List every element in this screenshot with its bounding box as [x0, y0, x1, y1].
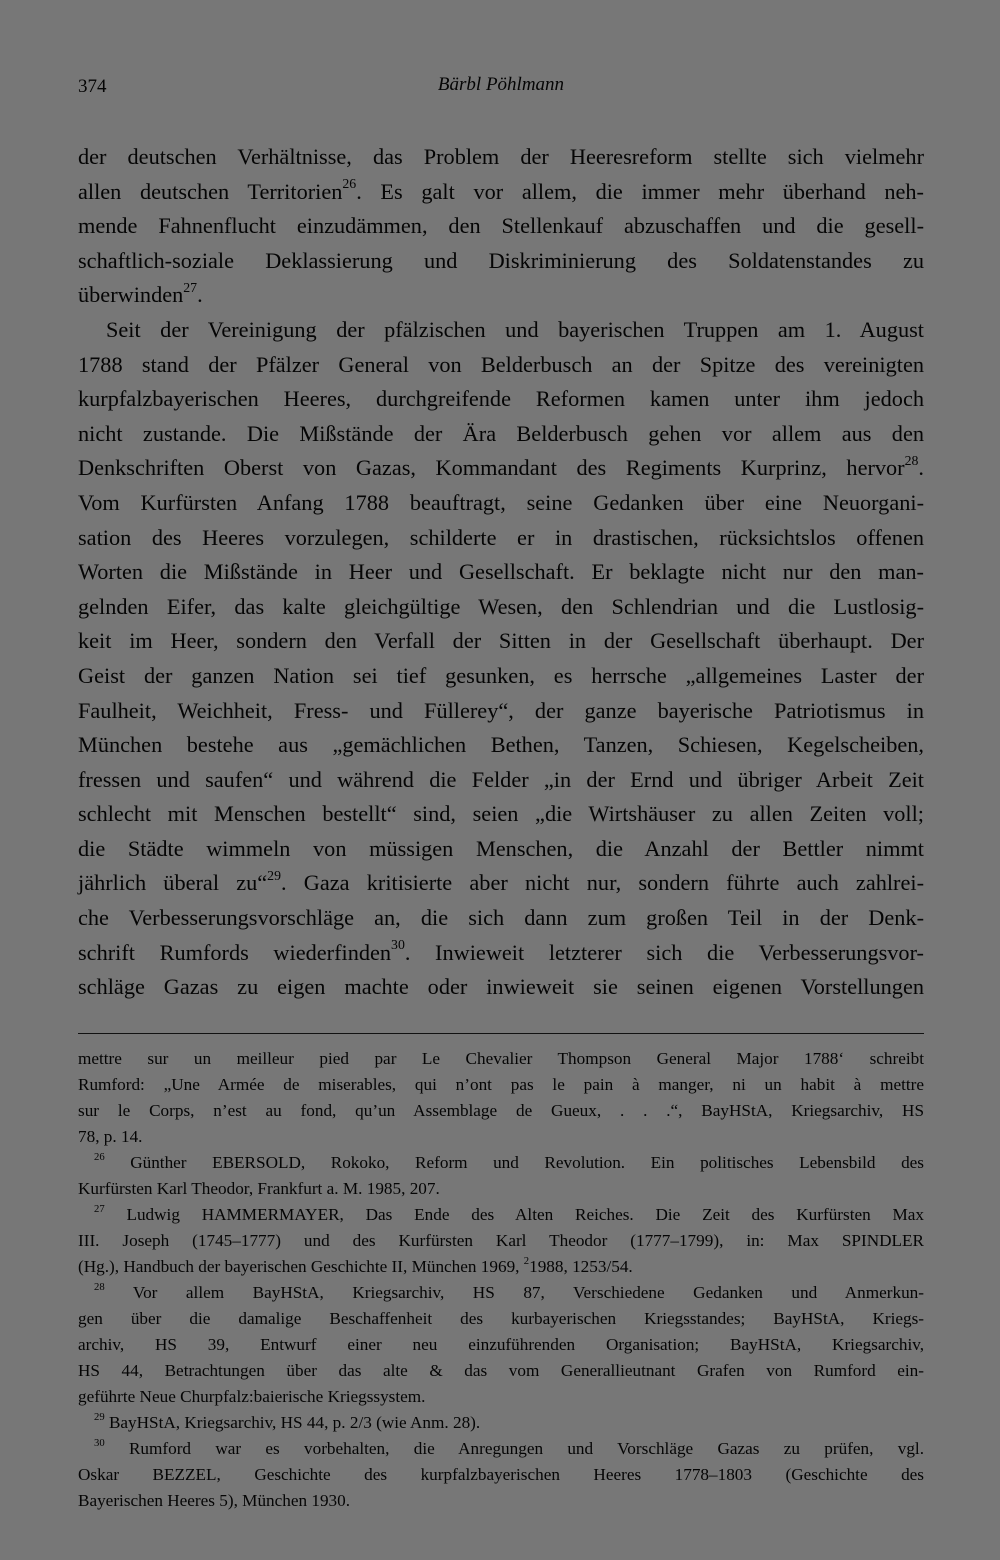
body-line [78, 417, 924, 452]
footnote-line [78, 1488, 924, 1514]
line-text: Worten die Mißstände in Heer und Gesellschaft. Er beklagte nicht nur den man- [78, 559, 924, 585]
line-text-continued: 1988, 1253/54. [529, 1257, 633, 1276]
footnote-line [78, 1176, 924, 1202]
footnote-number: 27 [94, 1203, 105, 1215]
footnote-line [78, 1098, 924, 1124]
body-line [78, 278, 924, 313]
footnote-reference: 27 [183, 279, 198, 295]
body-line [78, 832, 924, 867]
body-line [78, 209, 924, 244]
line-text: 78, p. 14. [78, 1127, 143, 1146]
footnote-number: 26 [94, 1151, 105, 1163]
footnote-line [78, 1410, 924, 1436]
line-text: Günther EBERSOLD, Rokoko, Reform und Revolution. Ein politisches Lebensbild des [104, 1153, 924, 1172]
footnote-number: 28 [94, 1281, 105, 1293]
footnote-line [78, 1280, 924, 1306]
line-text-continued: . Inwieweit letzterer sich die Verbesserungsvor- [404, 939, 924, 965]
line-text: Kurfürsten Karl Theodor, Frankfurt a. M. 1985, 207. [78, 1179, 440, 1198]
body-line [78, 140, 924, 175]
footnote-reference: 29 [267, 867, 281, 883]
line-text-continued: . [918, 455, 924, 481]
line-text: Bayerischen Heeres 5), München 1930. [78, 1491, 351, 1510]
line-text: Vor allem BayHStA, Kriegsarchiv, HS 87, Verschiedene Gedanken und Anmerkun- [104, 1283, 924, 1302]
body-line [78, 866, 924, 901]
line-text: III. Joseph (1745–1777) und des Kurfürsten Karl Theodor (1777–1799), in: Max SPINDLER [78, 1231, 924, 1250]
footnote-line [78, 1202, 924, 1228]
line-text: sur le Corps, n’est au fond, qu’un Assemblage de Gueux, . . .“, BayHStA, Kriegsarchiv, HS [78, 1101, 924, 1120]
line-text: archiv, HS 39, Entwurf einer neu einzuführenden Organisation; BayHStA, Kriegsarchiv, [78, 1335, 924, 1354]
line-text: Denkschriften Oberst von Gazas, Kommandant des Regiments Kurprinz, hervor [78, 455, 905, 481]
line-text: Rumford: „Une Armée de miserables, qui n’ont pas le pain à manger, ni un habit à mettre [78, 1075, 924, 1094]
line-text: schlecht mit Menschen bestellt“ sind, seien „die Wirtshäuser zu allen Zeiten voll; [78, 801, 924, 827]
line-text: kurpfalzbayerischen Heeres, durchgreifende Reformen kamen unter ihm jedoch [78, 386, 924, 412]
footnote-line [78, 1228, 924, 1254]
footnote-reference: 26 [342, 176, 357, 192]
body-line [78, 486, 924, 521]
body-line [78, 797, 924, 832]
body-line [78, 348, 924, 383]
body-line [78, 728, 924, 763]
page-header [78, 74, 924, 104]
line-text: mende Fahnenflucht einzudämmen, den Stellenkauf abzuschaffen und die gesell- [78, 213, 924, 239]
body-line [78, 175, 924, 210]
footnote-line [78, 1462, 924, 1488]
line-text: Ludwig HAMMERMAYER, Das Ende des Alten Reiches. Die Zeit des Kurfürsten Max [104, 1205, 924, 1224]
line-text: schläge Gazas zu eigen machte oder inwieweit sie seinen eigenen Vorstellungen [78, 974, 924, 1000]
page-number: 374 [78, 76, 107, 97]
line-text: schrift Rumfords wiederfinden [78, 939, 392, 965]
line-text: keit im Heer, sondern den Verfall der Sitten in der Gesellschaft überhaupt. Der [78, 628, 924, 654]
line-text: (Hg.), Handbuch der bayerischen Geschichte II, München 1969, [78, 1257, 524, 1276]
footnote-reference: 2 [523, 1255, 530, 1267]
footnote-line [78, 1358, 924, 1384]
line-text: überwinden [78, 282, 184, 308]
line-text: schaftlich-soziale Deklassierung und Diskriminierung des Soldatenstandes zu [78, 247, 924, 273]
footnote-number: 29 [94, 1411, 105, 1423]
line-text: mettre sur un meilleur pied par Le Chevalier Thompson General Major 1788‘ schreibt [78, 1049, 924, 1068]
main-text [78, 140, 924, 1005]
line-text-continued: . [197, 282, 203, 308]
footnote-line [78, 1332, 924, 1358]
body-line [78, 313, 924, 348]
body-line [78, 763, 924, 798]
body-line [78, 970, 924, 1005]
line-text: geführte Neue Churpfalz:baierische Kriegssystem. [78, 1387, 426, 1406]
line-text: Vom Kurfürsten Anfang 1788 beauftragt, seine Gedanken über eine Neuorgani- [78, 489, 924, 515]
line-text: che Verbesserungsvorschläge an, die sich dann zum großen Teil in der Denk- [78, 905, 924, 931]
body-line [78, 451, 924, 486]
footnote-line [78, 1254, 924, 1280]
line-text: fressen und saufen“ und während die Felder „in der Ernd und übriger Arbeit Zeit [78, 766, 924, 792]
body-line [78, 382, 924, 417]
line-text: HS 44, Betrachtungen über das alte & das vom Generallieutnant Grafen von Rumford ein- [78, 1361, 924, 1380]
body-line [78, 694, 924, 729]
line-text: Faulheit, Weichheit, Fress- und Füllerey“, der ganze bayerische Patriotismus in [78, 697, 924, 723]
line-text: München bestehe aus „gemächlichen Bethen, Tanzen, Schiesen, Kegelscheiben, [78, 732, 924, 758]
body-line [78, 555, 924, 590]
footnote-number: 30 [94, 1437, 105, 1449]
line-text-continued: . Es galt vor allem, die immer mehr überhand neh- [356, 178, 924, 204]
body-line [78, 936, 924, 971]
footnote-line [78, 1046, 924, 1072]
line-text: die Städte wimmeln von müssigen Menschen, die Anzahl der Bettler nimmt [78, 835, 924, 861]
footnote-reference: 30 [391, 937, 405, 953]
footnote-line [78, 1436, 924, 1462]
line-text: nicht zustande. Die Mißstände der Ära Belderbusch gehen vor allem aus den [78, 420, 924, 446]
line-text: jährlich überal zu“ [78, 870, 268, 896]
line-text-continued: . Gaza kritisierte aber nicht nur, sondern führte auch zahlrei- [280, 870, 924, 896]
line-text: gelnden Eifer, das kalte gleichgültige Wesen, den Schlendrian und die Lustlosig- [78, 593, 924, 619]
line-text: Seit der Vereinigung der pfälzischen und bayerischen Truppen am 1. August [106, 316, 924, 342]
line-text: Geist der ganzen Nation sei tief gesunken, es herrsche „allgemeines Laster der [78, 662, 924, 688]
line-text: BayHStA, Kriegsarchiv, HS 44, p. 2/3 (wie Anm. 28). [104, 1413, 481, 1432]
body-line [78, 244, 924, 279]
body-line [78, 659, 924, 694]
footnote-line [78, 1072, 924, 1098]
body-line [78, 901, 924, 936]
line-text: sation des Heeres vorzulegen, schilderte er in drastischen, rücksichtslos offenen [78, 524, 924, 550]
line-text: allen deutschen Territorien [78, 178, 343, 204]
body-line [78, 624, 924, 659]
line-text: 1788 stand der Pfälzer General von Belderbusch an der Spitze des vereinigten [78, 351, 924, 377]
footnote-line [78, 1124, 924, 1150]
body-line [78, 521, 924, 556]
line-text: gen über die damalige Beschaffenheit des kurbayerischen Kriegsstandes; BayHStA, Kriegs- [78, 1309, 924, 1328]
running-title: Bärbl Pöhlmann [437, 74, 565, 95]
footnote-reference: 28 [904, 452, 919, 468]
footnote-line [78, 1384, 924, 1410]
footnote-separator [78, 1033, 924, 1034]
footnote-line [78, 1150, 924, 1176]
line-text: Rumford war es vorbehalten, die Anregungen und Vorschläge Gazas zu prüfen, vgl. [104, 1439, 924, 1458]
line-text: der deutschen Verhältnisse, das Problem der Heeresreform stellte sich vielmehr [78, 144, 924, 169]
footnotes [78, 1046, 924, 1514]
line-text: Oskar BEZZEL, Geschichte des kurpfalzbayerischen Heeres 1778–1803 (Geschichte des [78, 1465, 924, 1484]
footnote-line [78, 1306, 924, 1332]
body-line [78, 590, 924, 625]
